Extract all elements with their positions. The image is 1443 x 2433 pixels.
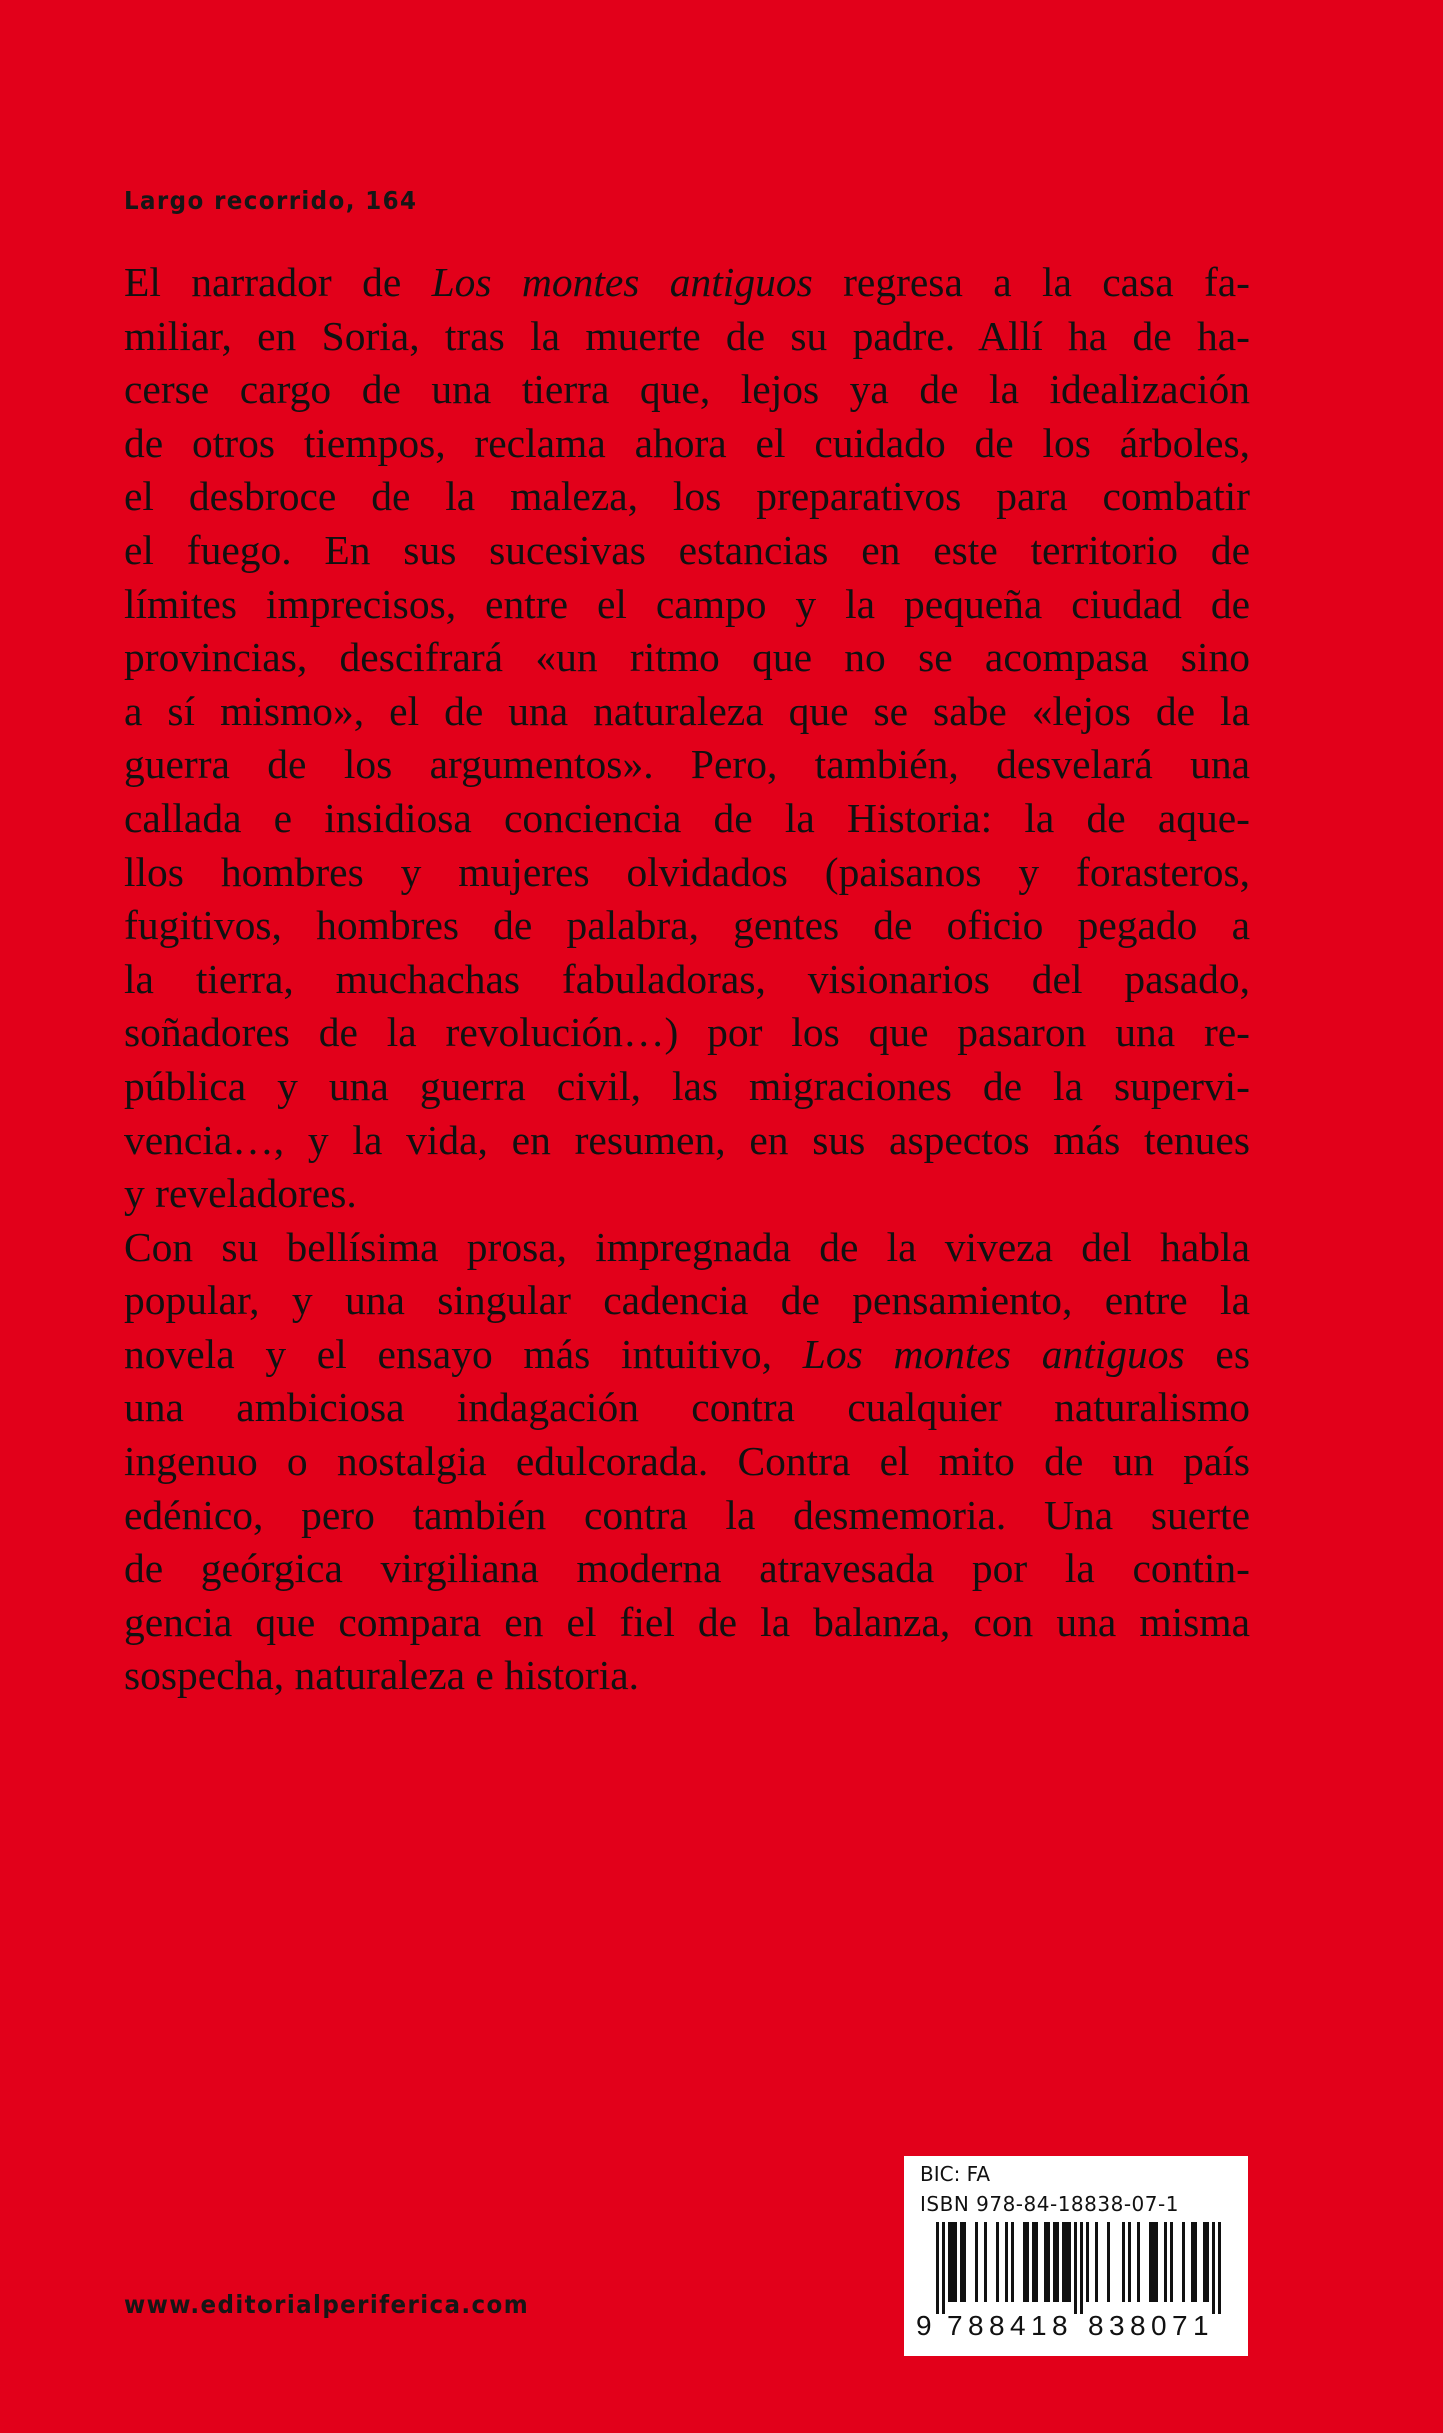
barcode-digit: 8: [989, 2310, 1005, 2341]
barcode-bar: [1023, 2222, 1026, 2302]
series-label: Largo recorrido, 164: [124, 186, 418, 215]
blurb-line: ingenuo o nostalgia edulcorada. Contra el mito de un país: [124, 1438, 1250, 1485]
barcode-bar: [1218, 2222, 1221, 2314]
barcode-digit: 9: [916, 2310, 932, 2341]
barcode-icon: [916, 2222, 1238, 2322]
barcode-bar: [1128, 2222, 1131, 2302]
bic-code: BIC: FA: [920, 2162, 991, 2186]
barcode-bar: [951, 2222, 954, 2302]
barcode-bar: [954, 2222, 957, 2302]
blurb-line: novela y el ensayo más intuitivo, Los montes antiguos es: [124, 1330, 1250, 1377]
barcode-bar: [1107, 2222, 1110, 2302]
blurb-line: Con su bellísima prosa, impregnada de la viveza del habla: [124, 1223, 1250, 1270]
barcode-bar: [1026, 2222, 1029, 2302]
blurb-line: fugitivos, hombres de palabra, gentes de oficio pegado a: [124, 902, 1250, 949]
barcode-bar: [1149, 2222, 1152, 2302]
barcode-bar: [948, 2222, 951, 2302]
blurb-line: de otros tiempos, reclama ahora el cuidado de los árboles,: [124, 419, 1250, 466]
barcode-bar: [984, 2222, 987, 2302]
barcode-digit: 1: [1031, 2310, 1047, 2341]
barcode-bar: [1068, 2222, 1071, 2302]
barcode-bar: [975, 2222, 978, 2302]
barcode-bar: [1065, 2222, 1068, 2302]
blurb-line: popular, y una singular cadencia de pensamiento, entre la: [124, 1277, 1250, 1324]
book-title: Los montes antiguos: [431, 259, 813, 305]
barcode-bar: [942, 2222, 945, 2314]
blurb-line: edénico, pero también contra la desmemoria. Una suerte: [124, 1491, 1250, 1538]
blurb-line: gencia que compara en el fiel de la balanza, con una misma: [124, 1598, 1250, 1645]
blurb-line: a sí mismo», el de una naturaleza que se sabe «lejos de la: [124, 687, 1250, 734]
blurb-line: y reveladores.: [124, 1170, 357, 1217]
barcode-bar: [1011, 2222, 1014, 2302]
back-cover-blurb: [124, 256, 1250, 1703]
barcode-bar: [996, 2222, 999, 2302]
blurb-line: provincias, descifrará «un ritmo que no se acompasa sino: [124, 634, 1250, 681]
barcode-bar: [1122, 2222, 1125, 2302]
barcode-digit: 0: [1151, 2310, 1167, 2341]
barcode-bar: [1086, 2222, 1089, 2302]
blurb-line: miliar, en Soria, tras la muerte de su padre. Allí ha de ha-: [124, 312, 1250, 359]
barcode-bar: [960, 2222, 963, 2302]
barcode-bar: [1035, 2222, 1038, 2302]
blurb-line: sospecha, naturaleza e historia.: [124, 1652, 640, 1699]
barcode-bar: [1053, 2222, 1056, 2302]
barcode-bar: [1155, 2222, 1158, 2302]
barcode-bar: [1044, 2222, 1047, 2302]
barcode-bar: [1182, 2222, 1185, 2302]
barcode-bar: [1047, 2222, 1050, 2302]
barcode-digit: 8: [1130, 2310, 1146, 2341]
blurb-line: cerse cargo de una tierra que, lejos ya de la idealización: [124, 366, 1250, 413]
barcode-bar: [1095, 2222, 1098, 2302]
barcode-digit: 1: [1193, 2310, 1209, 2341]
barcode-bar: [1191, 2222, 1194, 2302]
barcode-digit: 8: [968, 2310, 984, 2341]
blurb-line: callada e insidiosa conciencia de la Historia: la de aque-: [124, 794, 1250, 841]
barcode-bar: [1074, 2222, 1077, 2314]
blurb-line: El narrador de Los montes antiguos regresa a la casa fa-: [124, 259, 1251, 305]
barcode-digit: 8: [1088, 2310, 1104, 2341]
barcode-bar: [1170, 2222, 1173, 2302]
barcode-bar: [1080, 2222, 1083, 2314]
blurb-line: soñadores de la revolución…) por los que pasaron una re-: [124, 1009, 1250, 1056]
blurb-line: el fuego. En sus sucesivas estancias en este territorio de: [124, 526, 1250, 573]
blurb-line: de geórgica virgiliana moderna atravesada por la contin-: [124, 1545, 1250, 1592]
barcode-bar: [1032, 2222, 1035, 2302]
barcode-digit: 8: [1052, 2310, 1068, 2341]
blurb-line: una ambiciosa indagación contra cualquier naturalismo: [124, 1384, 1250, 1431]
barcode-bar: [1056, 2222, 1059, 2302]
blurb-line: llos hombres y mujeres olvidados (paisanos y forasteros,: [124, 848, 1250, 895]
barcode-bar: [936, 2222, 939, 2314]
barcode-bar: [1005, 2222, 1008, 2302]
barcode-digit: 7: [947, 2310, 963, 2341]
barcode-bar: [1203, 2222, 1206, 2302]
blurb-line: el desbroce de la maleza, los preparativos para combatir: [124, 473, 1250, 520]
barcode-bar: [1152, 2222, 1155, 2302]
barcode-bar: [1194, 2222, 1197, 2302]
barcode-digit: 3: [1109, 2310, 1125, 2341]
blurb-line: pública y una guerra civil, las migraciones de la supervi-: [124, 1062, 1250, 1109]
barcode-bar: [1206, 2222, 1209, 2302]
publisher-website: www.editorialperiferica.com: [124, 2290, 530, 2319]
barcode-digit: 7: [1172, 2310, 1188, 2341]
book-title: Los montes antiguos: [802, 1330, 1185, 1377]
barcode-bar: [1062, 2222, 1065, 2302]
barcode-bar: [1137, 2222, 1140, 2302]
blurb-line: vencia…, y la vida, en resumen, en sus aspectos más tenues: [124, 1116, 1250, 1163]
blurb-line: la tierra, muchachas fabuladoras, visionarios del pasado,: [124, 955, 1250, 1002]
barcode-digit: 4: [1010, 2310, 1026, 2341]
blurb-line: límites imprecisos, entre el campo y la pequeña ciudad de: [124, 580, 1250, 627]
barcode-bar: [963, 2222, 966, 2302]
barcode-bar: [1164, 2222, 1167, 2302]
isbn-text: ISBN 978-84-18838-07-1: [920, 2192, 1179, 2216]
barcode-label: [904, 2156, 1248, 2356]
blurb-line: guerra de los argumentos». Pero, también, desvelará una: [124, 741, 1250, 788]
barcode-bar: [1212, 2222, 1215, 2314]
